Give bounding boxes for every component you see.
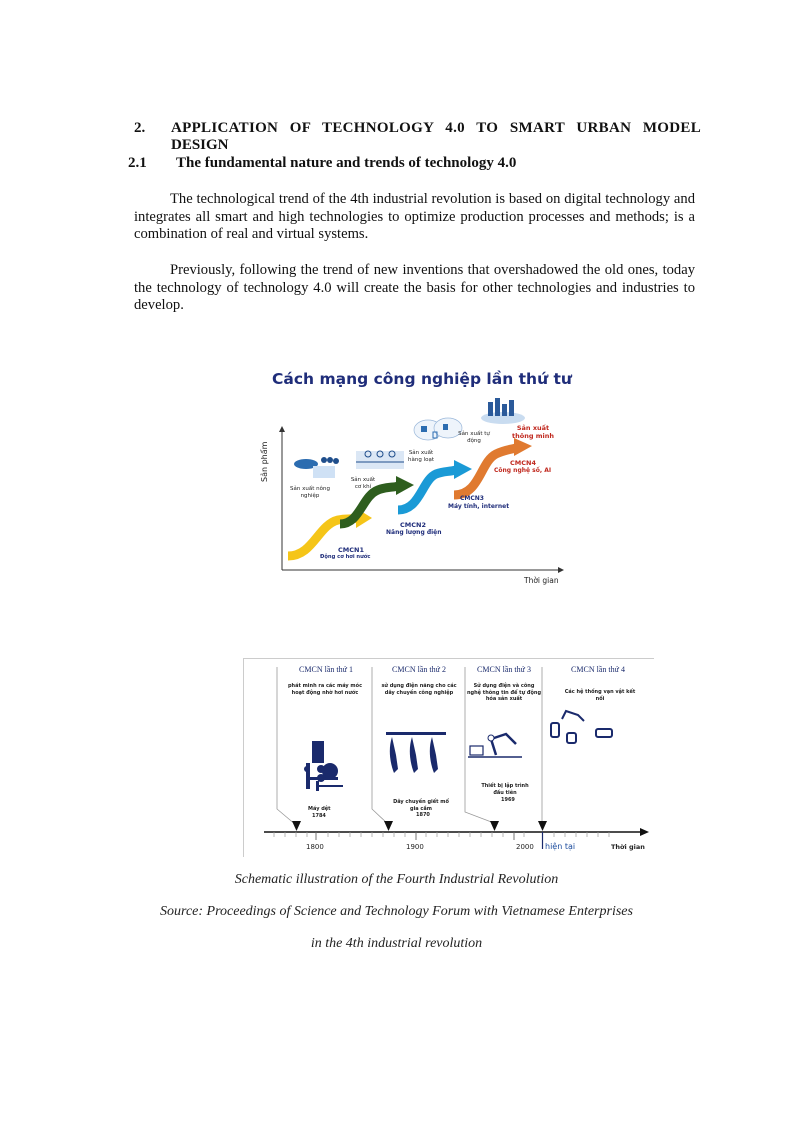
timeline-arrow-icon: [640, 828, 649, 836]
factory-illustration-icon: [356, 451, 404, 469]
marker-1969-icon: [490, 821, 499, 831]
timeline-axis-label: Thời gian: [611, 843, 645, 851]
section-number: 2.: [134, 120, 146, 136]
x-axis-label: Thời gian: [524, 576, 559, 585]
section-title-line1: APPLICATION OF TECHNOLOGY 4.0 TO SMART URBAN MODEL: [171, 120, 701, 136]
figure-industrial-revolution-steps: [258, 350, 570, 590]
column3-desc: Sử dụng điện và công nghệ thông tin để tự động hóa sản xuất: [466, 683, 542, 702]
arrow-cmcn4-head-icon: [514, 438, 532, 456]
now-label: hiện tại: [545, 842, 576, 851]
y-axis-label: Sản phẩm: [260, 441, 269, 482]
event2-name: Dây chuyền giết mổ gia cầm: [393, 799, 449, 812]
event3-name: Thiết bị lập trình đầu tiên: [481, 783, 529, 796]
marker-now-icon: [538, 821, 547, 831]
arrow-cmcn3-head-icon: [454, 460, 472, 479]
stage4-product: Sản xuất tự động: [458, 431, 490, 444]
tick-label-1800: 1800: [306, 843, 324, 851]
stage3-desc: Máy tính, internet: [448, 503, 510, 510]
event2-year: 1870: [416, 812, 430, 818]
column1-desc: phát minh ra các máy móc hoạt động nhờ hơi nước: [287, 683, 363, 696]
stage4-label: CMCN4: [510, 459, 536, 467]
figure-source-line1: Source: Proceedings of Science and Technology Forum with Vietnamese Enterprises: [160, 904, 633, 919]
arrow-cmcn2-head-icon: [396, 476, 414, 495]
loom-icon: [304, 741, 343, 791]
stage1-label: CMCN1: [338, 546, 364, 554]
automation-illustration-icon: [414, 418, 462, 440]
stage1-product: Sản xuất nông nghiệp: [290, 486, 330, 499]
tick-label-2000: 2000: [516, 843, 534, 851]
event3-year: 1969: [501, 797, 515, 803]
paragraph-1: The technological trend of the 4th industrial revolution is based on digital technology and integrates all smart and high technologies to optimize production processes and methods; is a combination of real and virtual systems.: [134, 191, 695, 242]
figure-revolution-timeline: [243, 658, 654, 857]
stage3-product: Sản xuất hàng loạt: [407, 450, 434, 463]
column4-title: CMCN lần thứ 4: [571, 665, 625, 674]
figure1-title: Cách mạng công nghiệp lần thứ tư: [272, 370, 572, 388]
section-title-line2: DESIGN: [171, 137, 229, 153]
column2-title: CMCN lần thứ 2: [392, 665, 446, 674]
marker-1784-icon: [292, 821, 301, 831]
stage2-label: CMCN2: [400, 521, 426, 529]
tick-label-1900: 1900: [406, 843, 424, 851]
stage2-product: Sản xuất cơ khí: [350, 477, 376, 490]
iot-devices-icon: [551, 711, 612, 743]
x-axis-arrow-icon: [558, 567, 564, 573]
subsection-number: 2.1: [128, 155, 147, 171]
final-product: Sản xuất thông minh: [512, 424, 554, 440]
event1-year: 1784: [312, 813, 326, 819]
column1-title: CMCN lần thứ 1: [299, 665, 353, 674]
stage2-desc: Năng lượng điện: [386, 529, 442, 536]
smart-city-illustration-icon: [481, 398, 525, 424]
column3-title: CMCN lần thứ 3: [477, 665, 531, 674]
marker-1870-icon: [384, 821, 393, 831]
paragraph-2: Previously, following the trend of new inventions that overshadowed the old ones, today the technology of technology 4.0 will create the basis for other technologies and industries to develop.: [134, 262, 695, 313]
stage1-desc: Động cơ hơi nước: [320, 554, 371, 560]
farm-illustration-icon: [294, 457, 339, 478]
figure-source-line2: in the 4th industrial revolution: [310, 936, 483, 951]
y-axis-arrow-icon: [279, 426, 285, 432]
column4-desc: Các hệ thống vạn vật kết nối: [564, 689, 636, 702]
stage4-desc: Công nghệ số, AI: [494, 467, 552, 474]
stage3-label: CMCN3: [460, 495, 484, 502]
event1-name: Máy dệt: [308, 806, 331, 812]
column2-desc: sử dụng điện năng cho các dây chuyền công nghiệp: [381, 683, 457, 696]
robot-arm-icon: [468, 734, 522, 757]
poultry-line-icon: [386, 732, 446, 773]
subsection-title: The fundamental nature and trends of technology 4.0: [176, 155, 517, 171]
figure-caption: Schematic illustration of the Fourth Industrial Revolution: [234, 872, 559, 887]
